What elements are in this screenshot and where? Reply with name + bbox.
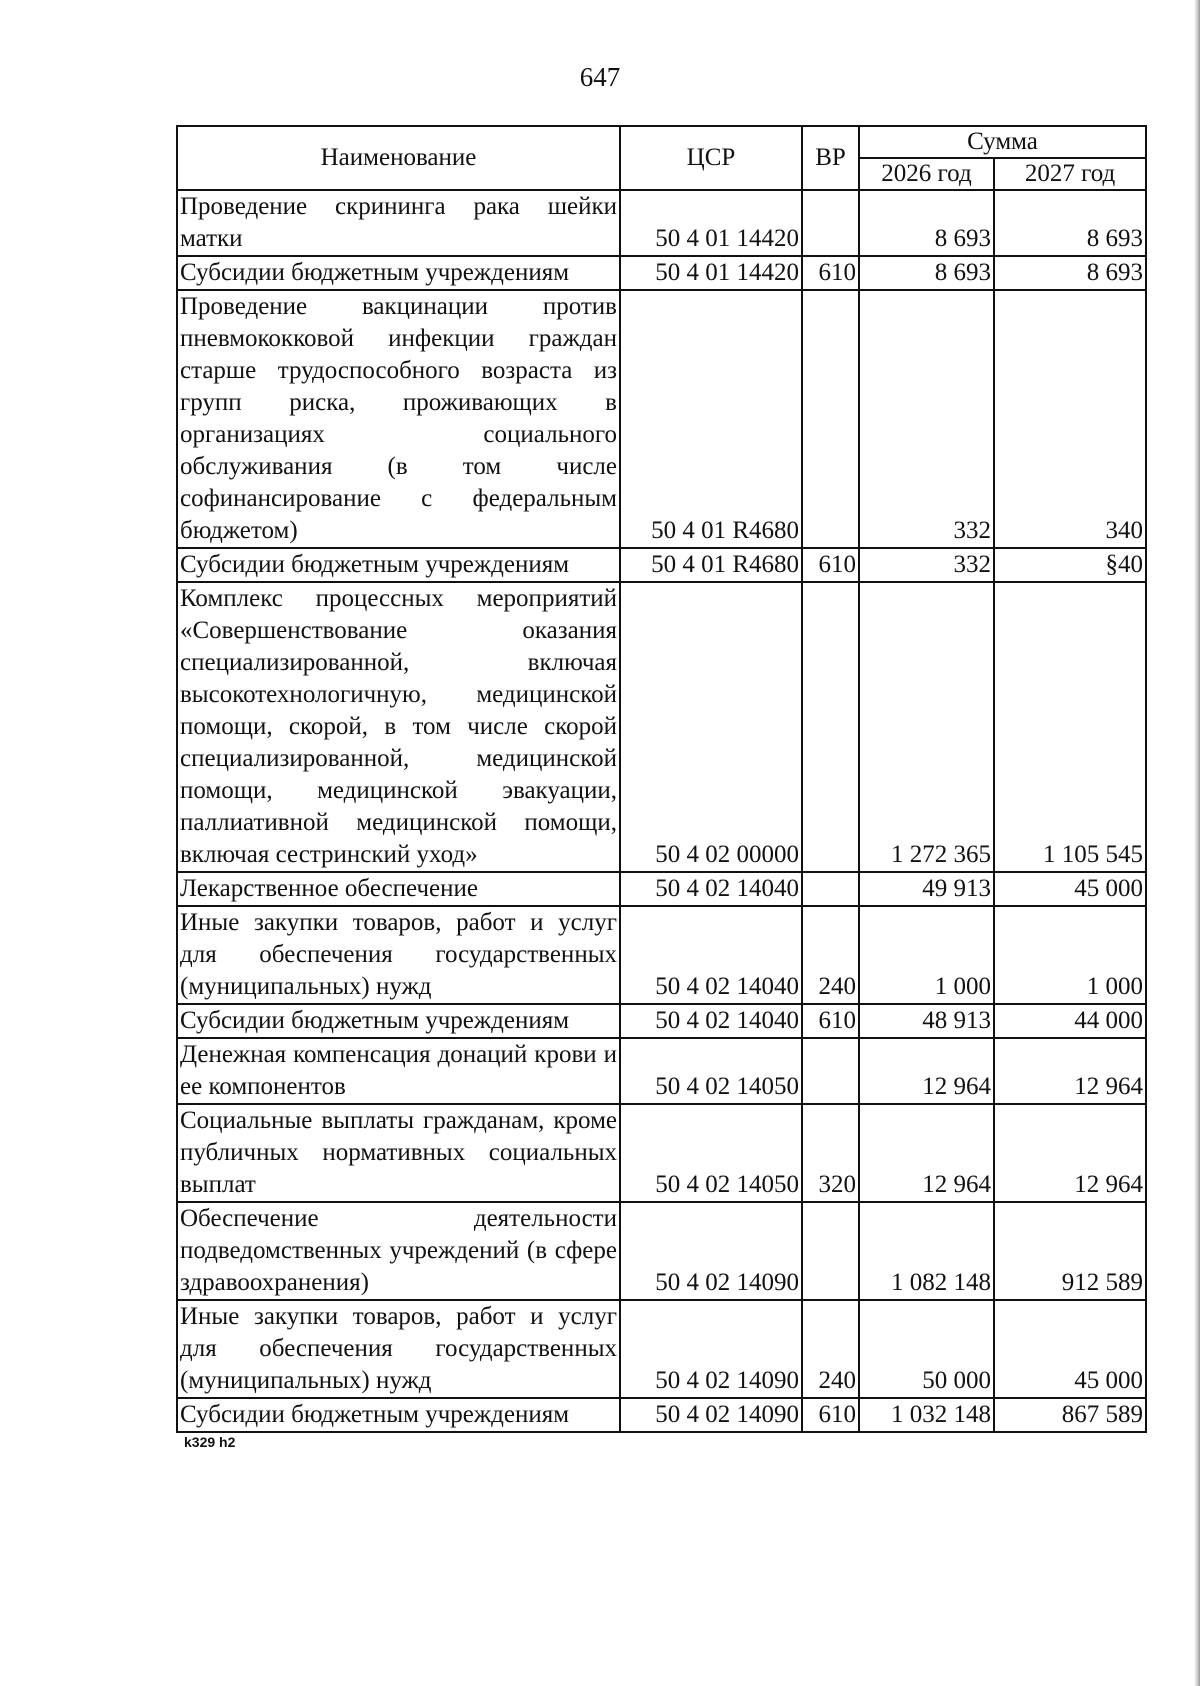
row-vr — [802, 1202, 859, 1300]
row-amount-2026: 12 964 — [859, 1104, 994, 1202]
row-amount-2027: 44 000 — [994, 1004, 1146, 1038]
table-row — [177, 1038, 1146, 1104]
row-amount-2026: 8 693 — [859, 256, 994, 290]
row-amount-2026: 1 032 148 — [859, 1398, 994, 1432]
row-name: Проведение вакцинации против пневмококковой инфекции граждан старше трудоспособного возраста из групп риска, проживающих в организациях социального обслуживания (в том числе софинансирование с федеральным бюджетом) — [177, 290, 620, 548]
row-csr: 50 4 02 14050 — [620, 1104, 802, 1202]
row-csr: 50 4 02 14050 — [620, 1038, 802, 1104]
table-row — [177, 190, 1146, 256]
row-vr — [802, 290, 859, 548]
row-vr: 610 — [802, 548, 859, 582]
header-sum: Сумма — [859, 126, 1146, 158]
row-name: Иные закупки товаров, работ и услуг для обеспечения государственных (муниципальных) нужд — [177, 1300, 620, 1398]
table-row — [177, 872, 1146, 906]
row-csr: 50 4 02 14090 — [620, 1300, 802, 1398]
table-row — [177, 290, 1146, 548]
row-vr: 610 — [802, 1004, 859, 1038]
table-row — [177, 906, 1146, 1004]
row-vr: 240 — [802, 1300, 859, 1398]
row-amount-2027: 12 964 — [994, 1038, 1146, 1104]
row-csr: 50 4 01 R4680 — [620, 548, 802, 582]
table-row — [177, 548, 1146, 582]
row-amount-2027: 1 000 — [994, 906, 1146, 1004]
budget-table — [176, 125, 1147, 1433]
row-amount-2026: 48 913 — [859, 1004, 994, 1038]
header-year-2027: 2027 год — [994, 158, 1146, 190]
row-amount-2027: 12 964 — [994, 1104, 1146, 1202]
table-row — [177, 1398, 1146, 1432]
row-vr: 320 — [802, 1104, 859, 1202]
header-name: Наименование — [177, 126, 620, 190]
page-number: 647 — [579, 62, 621, 92]
row-name: Комплекс процессных мероприятий «Совершенствование оказания специализированной, включая высокотехнологичную, медицинской помощи, скорой, в том числе скорой специализированной, медицинской помощи, медицинской эвакуации, паллиативной медицинской помощи, включая сестринский уход» — [177, 582, 620, 872]
row-name: Обеспечение деятельности подведомственных учреждений (в сфере здравоохранения) — [177, 1202, 620, 1300]
row-amount-2026: 1 272 365 — [859, 582, 994, 872]
row-amount-2027: 8 693 — [994, 190, 1146, 256]
row-csr: 50 4 02 14040 — [620, 872, 802, 906]
row-name: Иные закупки товаров, работ и услуг для обеспечения государственных (муниципальных) нужд — [177, 906, 620, 1004]
row-vr — [802, 872, 859, 906]
row-amount-2026: 12 964 — [859, 1038, 994, 1104]
row-vr: 610 — [802, 1398, 859, 1432]
row-csr: 50 4 01 R4680 — [620, 290, 802, 548]
row-csr: 50 4 02 14040 — [620, 906, 802, 1004]
row-csr: 50 4 02 14040 — [620, 1004, 802, 1038]
document-code: k329 h2 — [184, 1434, 236, 1450]
row-amount-2027: 45 000 — [994, 1300, 1146, 1398]
header-year-2026: 2026 год — [859, 158, 994, 190]
row-csr: 50 4 01 14420 — [620, 256, 802, 290]
row-name: Социальные выплаты гражданам, кроме публичных нормативных социальных выплат — [177, 1104, 620, 1202]
row-vr: 240 — [802, 906, 859, 1004]
row-amount-2026: 50 000 — [859, 1300, 994, 1398]
row-name: Лекарственное обеспечение — [177, 872, 620, 906]
table-body — [177, 190, 1146, 1432]
table-row — [177, 1300, 1146, 1398]
row-amount-2027: 340 — [994, 290, 1146, 548]
row-amount-2027: 1 105 545 — [994, 582, 1146, 872]
row-amount-2027: 912 589 — [994, 1202, 1146, 1300]
scan-edge-shadow — [1194, 0, 1200, 1686]
row-name: Денежная компенсация донаций крови и ее компонентов — [177, 1038, 620, 1104]
row-amount-2027: 45 000 — [994, 872, 1146, 906]
row-vr — [802, 582, 859, 872]
row-csr: 50 4 01 14420 — [620, 190, 802, 256]
row-amount-2026: 332 — [859, 548, 994, 582]
table-row — [177, 1104, 1146, 1202]
row-amount-2026: 332 — [859, 290, 994, 548]
table-row — [177, 256, 1146, 290]
row-amount-2026: 1 082 148 — [859, 1202, 994, 1300]
table-row — [177, 582, 1146, 872]
row-name: Субсидии бюджетным учреждениям — [177, 1004, 620, 1038]
header-csr: ЦСР — [620, 126, 802, 190]
row-name: Субсидии бюджетным учреждениям — [177, 256, 620, 290]
row-name: Проведение скрининга рака шейки матки — [177, 190, 620, 256]
table-row — [177, 1004, 1146, 1038]
row-amount-2027: 8 693 — [994, 256, 1146, 290]
row-amount-2027: 867 589 — [994, 1398, 1146, 1432]
row-amount-2026: 49 913 — [859, 872, 994, 906]
header-vr: ВР — [802, 126, 859, 190]
row-name: Субсидии бюджетным учреждениям — [177, 1398, 620, 1432]
row-vr — [802, 190, 859, 256]
row-amount-2027: §40 — [994, 548, 1146, 582]
row-vr: 610 — [802, 256, 859, 290]
row-csr: 50 4 02 00000 — [620, 582, 802, 872]
row-amount-2026: 1 000 — [859, 906, 994, 1004]
table-row — [177, 1202, 1146, 1300]
row-csr: 50 4 02 14090 — [620, 1398, 802, 1432]
row-name: Субсидии бюджетным учреждениям — [177, 548, 620, 582]
row-csr: 50 4 02 14090 — [620, 1202, 802, 1300]
row-amount-2026: 8 693 — [859, 190, 994, 256]
table-header — [177, 126, 1146, 190]
row-vr — [802, 1038, 859, 1104]
